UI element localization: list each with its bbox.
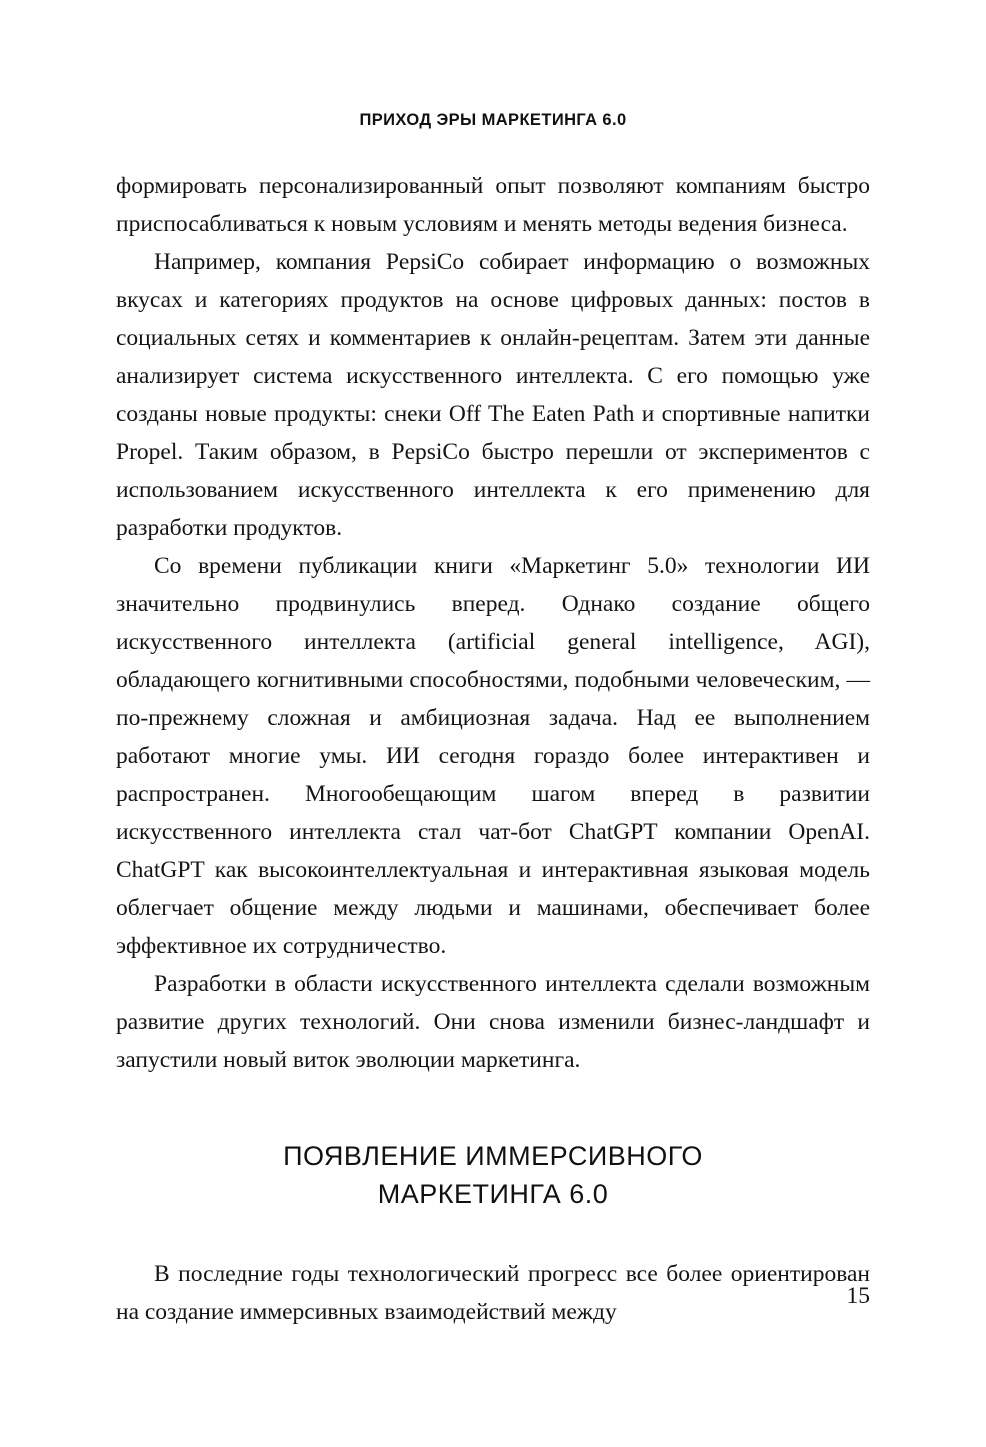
page-number: 15 [846,1283,870,1309]
paragraph: Разработки в области искусственного интеллекта сделали возможным развитие других технологий. Они снова изменили бизнес-ландшафт и запустили новый виток эволюции маркетинга. [116,971,870,1073]
section-heading-line: ПОЯВЛЕНИЕ ИММЕРСИВНОГО [283,1141,703,1171]
section-heading-line: МАРКЕТИНГА 6.0 [377,1179,609,1209]
paragraph: Со времени публикации книги «Маркетинг 5.0» технологии ИИ значительно продвинулись вперед. Однако создание общего искусственного интеллекта (artificial general intelligence, AGI), обладающего когнитивными способностями, подобными человеческим, — по-прежнему сложная и амбициозная задача. Над ее выполнением работают многие умы. ИИ сегодня гораздо более интерактивен и распространен. Многообещающим шагом вперед в развитии искусственного интеллекта стал чат-бот ChatGPT компании OpenAI. ChatGPT как высокоинтеллектуальная и интерактивная языковая модель облегчает общение между людьми и машинами, обеспечивает более эффективное их сотрудничество. [116,553,870,959]
body-text [116,167,870,1331]
paragraph: В последние годы технологический прогресс все более ориентирован на создание иммерсивных взаимодействий между [116,1261,870,1325]
running-header: ПРИХОД ЭРЫ МАРКЕТИНГА 6.0 [359,111,627,129]
paragraph: формировать персонализированный опыт позволяют компаниям быстро приспосабливаться к новым условиям и менять методы ведения бизнеса. [116,173,870,237]
paragraph: Например, компания PepsiCo собирает информацию о возможных вкусах и категориях продуктов на основе цифровых данных: постов в социальных сетях и комментариев к онлайн-рецептам. Затем эти данные анализирует система искусственного интеллекта. С его помощью уже созданы новые продукты: снеки Off The Eaten Path и спортивные напитки Propel. Таким образом, в PepsiCo быстро перешли от экспериментов с использованием искусственного интеллекта к его применению для разработки продуктов. [116,249,870,541]
section-heading [116,1137,870,1213]
